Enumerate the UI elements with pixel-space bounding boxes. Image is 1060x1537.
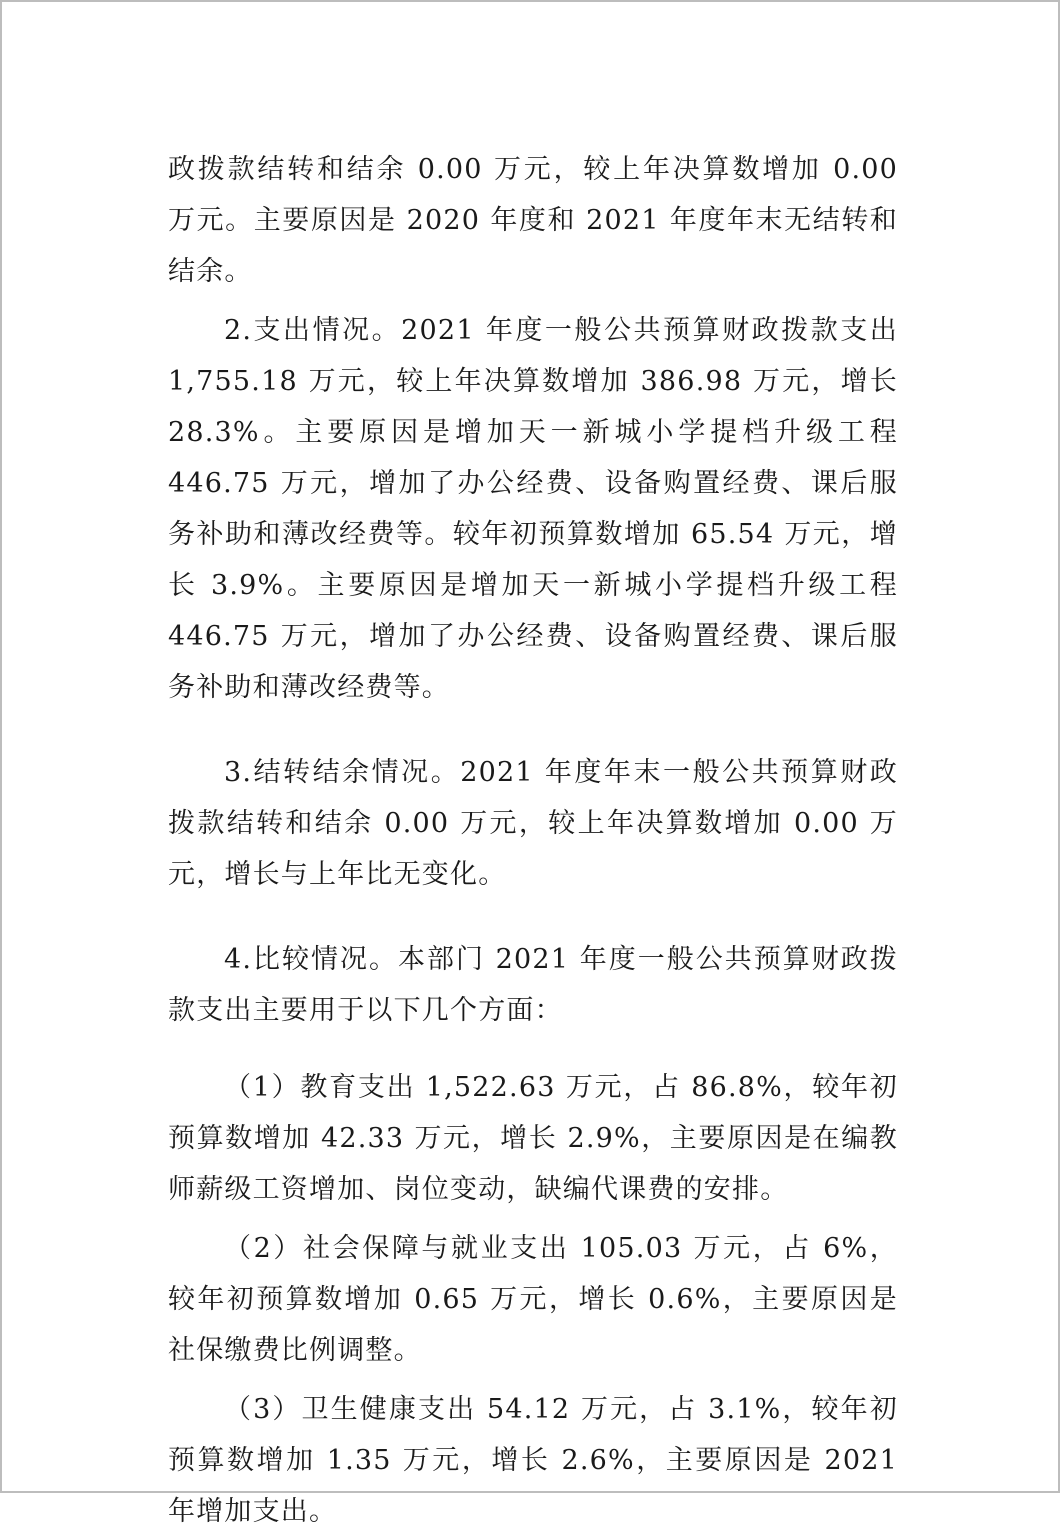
paragraph-expenditure-overview: 2.支出情况。2021 年度一般公共预算财政拨款支出 1,755.18 万元，较上年决算数增加 386.98 万元，增长 28.3%。主要原因是增加天一新城小学提档升级工程 446.75 万元，增加了办公经费、设备购置经费、课后服务补助和薄改经费等。较年初预算数增加 65.54 万元，增长 3.9%。主要原因是增加天一新城小学提档升级工程 446.75 万元，增加了办公经费、设备购置经费、课后服务补助和薄改经费等。 (168, 315, 898, 703)
paragraph-health-spending: （3）卫生健康支出 54.12 万元，占 3.1%，较年初预算数增加 1.35 万元，增长 2.6%，主要原因是 2021 年增加支出。 (168, 1394, 898, 1527)
paragraph-carryover-balance: 政拨款结转和结余 0.00 万元，较上年决算数增加 0.00 万元。主要原因是 2020 年度和 2021 年度年末无结转和结余。 (168, 154, 898, 287)
paragraph-social-security-spending: （2）社会保障与就业支出 105.03 万元，占 6%，较年初预算数增加 0.65 万元，增长 0.6%，主要原因是社保缴费比例调整。 (168, 1233, 898, 1366)
paragraph-education-spending: （1）教育支出 1,522.63 万元，占 86.8%，较年初预算数增加 42.33 万元，增长 2.9%，主要原因是在编教师薪级工资增加、岗位变动，缺编代课费的安排。 (168, 1072, 898, 1205)
paragraph-balance-status: 3.结转结余情况。2021 年度年末一般公共预算财政拨款结转和结余 0.00 万元，较上年决算数增加 0.00 万元，增长与上年比无变化。 (168, 757, 898, 890)
document-body (168, 144, 898, 1537)
paragraph-comparison-intro: 4.比较情况。本部门 2021 年度一般公共预算财政拨款支出主要用于以下几个方面： (168, 944, 898, 1026)
